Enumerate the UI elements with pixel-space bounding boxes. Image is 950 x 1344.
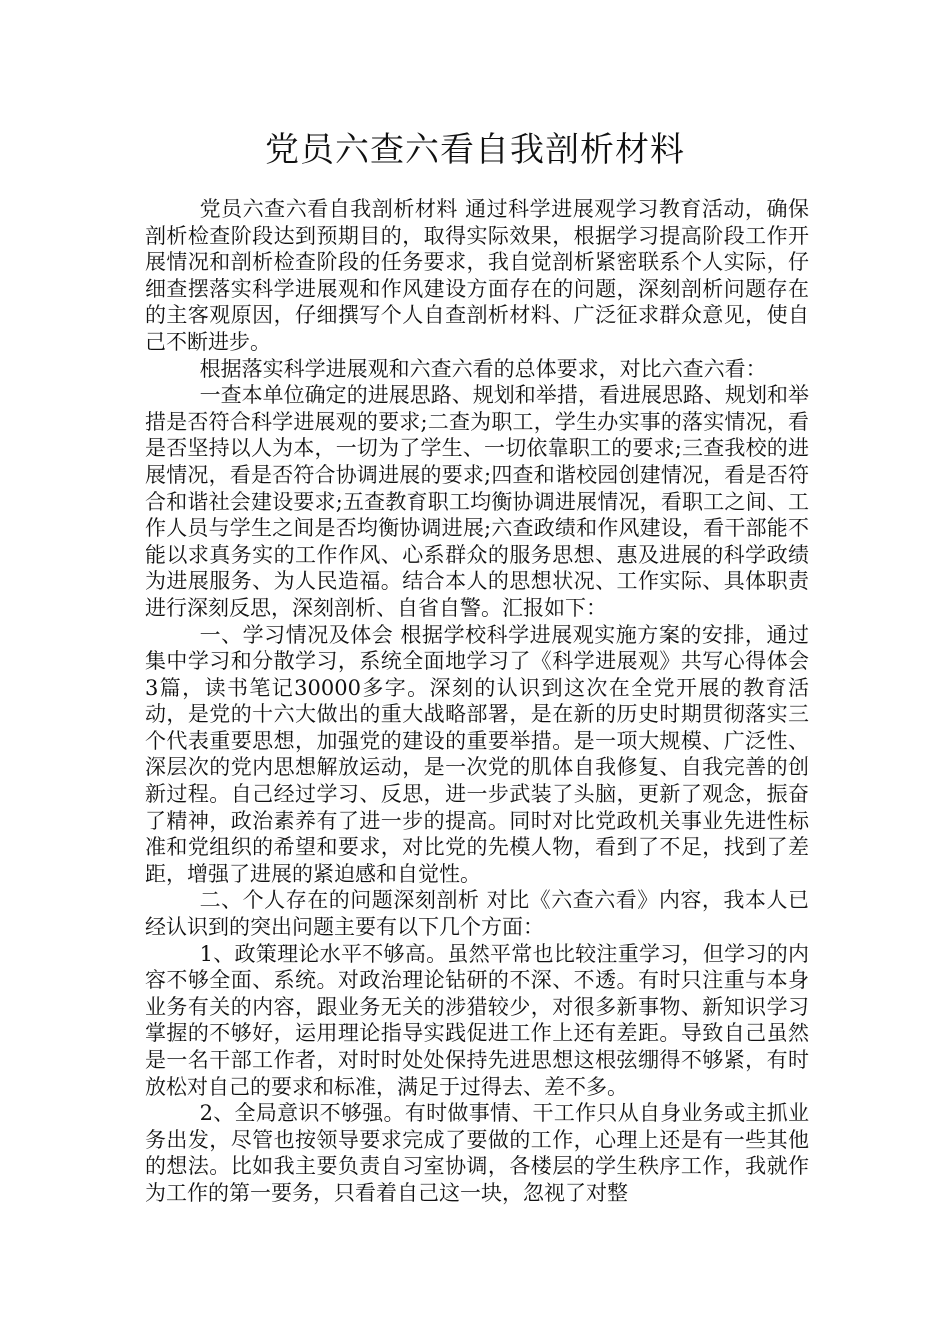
paragraph-six-checks: 一查本单位确定的进展思路、规划和举措，看进展思路、规划和举措是否符合科学进展观的要求;二查为职工，学生办实事的落实情况，看是否坚持以人为本，一切为了学生、一切依靠职工的要求;三查我校的进展情况，看是否符合协调进展的要求;四查和谐校园创建情况，看是否符合和谐社会建设要求;五查教育职工均衡协调进展情况，看职工之间、工作人员与学生之间是否均衡协调进展;六查政绩和作风建设，看干部能不能以求真务实的工作作风、心系群众的服务思想、惠及进展的科学政绩为进展服务、为人民造福。结合本人的思想状况、工作实际、具体职责进行深刻反思，深刻剖析、自省自警。汇报如下：	[145, 383, 809, 620]
paragraph-requirements: 根据落实科学进展观和六查六看的总体要求，对比六查六看：	[199, 356, 767, 381]
paragraph-intro: 党员六查六看自我剖析材料 通过科学进展观学习教育活动，确保剖析检查阶段达到预期目的，取得实际效果，根据学习提高阶段工作开展情况和剖析检查阶段的任务要求，我自觉剖析紧密联系个人实际，仔细查摆落实科学进展观和作风建设方面存在的问题，深刻剖析问题存在的主客观原因，仔细撰写个人自查剖析材料、广泛征求群众意见，使自己不断进步。	[145, 197, 809, 354]
paragraph-problem-1: 1、政策理论水平不够高。虽然平常也比较注重学习，但学习的内容不够全面、系统。对政治理论钻研的不深、不透。有时只注重与本身业务有关的内容，跟业务无关的涉猎较少，对很多新事物、新知识学习掌握的不够好，运用理论指导实践促进工作上还有差距。导致自己虽然是一名干部工作者，对时时处处保持先进思想这根弦绷得不够紧，有时放松对自己的要求和标准，满足于过得去、差不多。	[145, 941, 809, 1099]
paragraph-problem-2: 2、全局意识不够强。有时做事情、干工作只从自身业务或主抓业务出发，尽管也按领导要求完成了要做的工作，心理上还是有一些其他的想法。比如我主要负责自习室协调，各楼层的学生秩序工作，我就作为工作的第一要务，只看着自己这一块，忽视了对整	[145, 1101, 809, 1205]
document-body	[145, 196, 809, 1207]
paragraph-problems-heading: 二、个人存在的问题深刻剖析 对比《六查六看》内容，我本人已经认识到的突出问题主要有以下几个方面：	[145, 888, 809, 940]
document-title: 党员六查六看自我剖析材料	[265, 130, 685, 170]
paragraph-study-situation: 一、学习情况及体会 根据学校科学进展观实施方案的安排，通过集中学习和分散学习，系统全面地学习了《科学进展观》共写心得体会3篇，读书笔记30000多字。深刻的认识到这次在全党开展的教育活动，是党的十六大做出的重大战略部署，是在新的历史时期贯彻落实三个代表重要思想，加强党的建设的重要举措。是一项大规模、广泛性、深层次的党内思想解放运动，是一次党的肌体自我修复、自我完善的创新过程。自己经过学习、反思，进一步武装了头脑，更新了观念，振奋了精神，政治素养有了进一步的提高。同时对比党政机关事业先进性标准和党组织的希望和要求，对比党的先模人物，看到了不足，找到了差距，增强了进展的紧迫感和自觉性。	[145, 622, 809, 886]
